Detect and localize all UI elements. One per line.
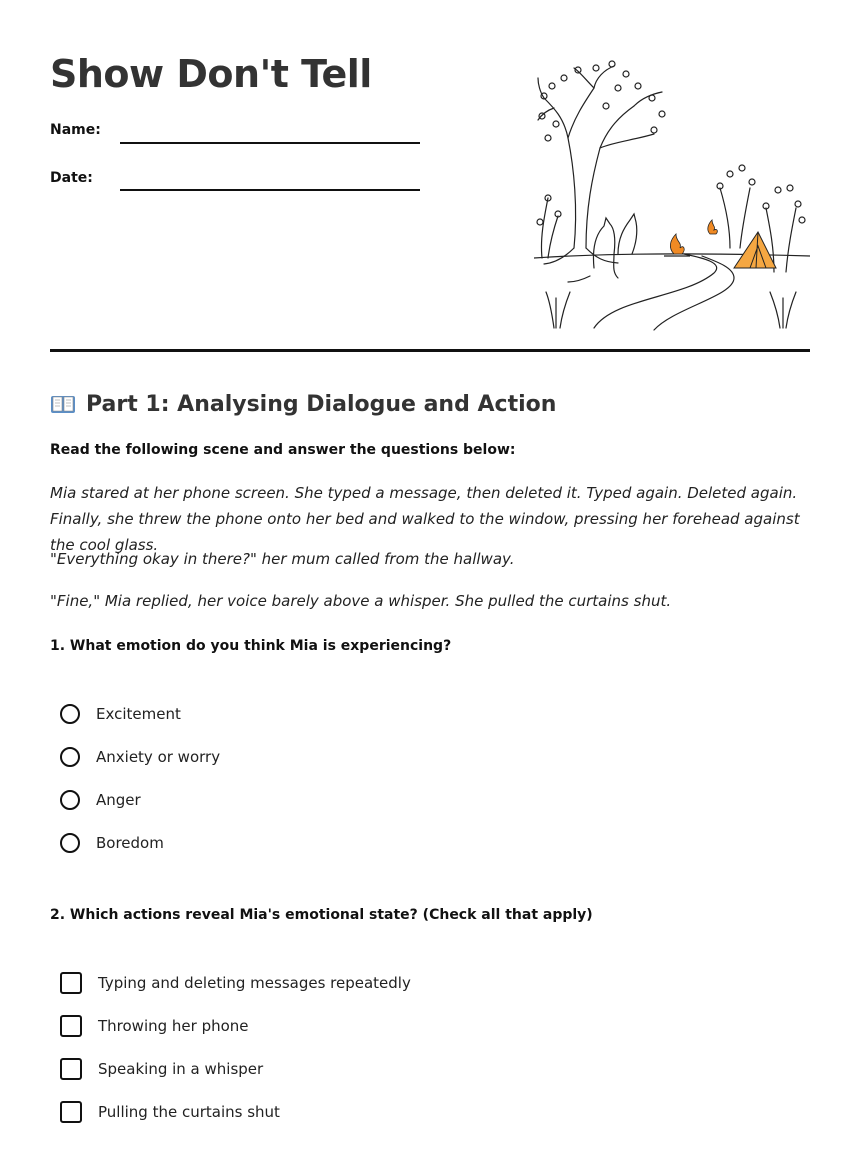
radio-option-anxiety[interactable] <box>60 744 220 770</box>
option-label: Boredom <box>96 834 164 852</box>
page-title: Show Don't Tell <box>50 52 372 96</box>
checkbox-option-throwing[interactable] <box>60 1013 249 1039</box>
instructions: Read the following scene and answer the questions below: <box>50 442 516 458</box>
scene-paragraph: "Fine," Mia replied, her voice barely above a whisper. She pulled the curtains shut. <box>50 592 672 610</box>
option-label: Typing and deleting messages repeatedly <box>98 974 411 992</box>
checkbox-option-curtains[interactable] <box>60 1099 280 1125</box>
worksheet-header <box>50 50 810 340</box>
radio-option-excitement[interactable] <box>60 701 181 727</box>
part-1-section <box>50 388 810 1121</box>
tent-icon <box>734 232 776 268</box>
checkbox-option-whisper[interactable] <box>60 1056 263 1082</box>
option-label: Anxiety or worry <box>96 748 221 766</box>
section-title-text: Part 1: Analysing Dialogue and Action <box>86 391 557 417</box>
option-label: Anger <box>96 791 141 809</box>
date-label: Date: <box>50 170 93 186</box>
checkbox-option-typing[interactable] <box>60 970 411 996</box>
option-label: Pulling the curtains shut <box>98 1103 280 1121</box>
option-label: Speaking in a whisper <box>98 1060 264 1078</box>
question-1: 1. What emotion do you think Mia is experiencing? <box>50 638 452 654</box>
option-label: Throwing her phone <box>98 1017 249 1035</box>
date-field[interactable] <box>120 189 420 191</box>
radio-button[interactable] <box>60 704 80 724</box>
campsite-illustration <box>534 58 810 334</box>
radio-option-anger[interactable] <box>60 787 141 813</box>
scene-paragraph: "Everything okay in there?" her mum called from the hallway. <box>50 550 515 568</box>
radio-button[interactable] <box>60 790 80 810</box>
scene-paragraph: Mia stared at her phone screen. She typed a message, then deleted it. Typed again. Deleted again. Finally, she threw the phone onto her bed and walked to the window, pressing her forehead against the cool glass. <box>50 484 800 554</box>
checkbox[interactable] <box>60 1058 82 1080</box>
checkbox[interactable] <box>60 1101 82 1123</box>
checkbox[interactable] <box>60 1015 82 1037</box>
campfire-icon <box>664 220 717 256</box>
open-book-icon <box>50 393 76 415</box>
radio-button[interactable] <box>60 747 80 767</box>
radio-button[interactable] <box>60 833 80 853</box>
name-label: Name: <box>50 122 101 138</box>
option-label: Excitement <box>96 705 181 723</box>
name-field[interactable] <box>120 142 420 144</box>
section-title <box>50 388 810 420</box>
checkbox[interactable] <box>60 972 82 994</box>
question-2: 2. Which actions reveal Mia's emotional state? (Check all that apply) <box>50 907 593 923</box>
radio-option-boredom[interactable] <box>60 830 164 856</box>
header-divider <box>50 349 810 352</box>
